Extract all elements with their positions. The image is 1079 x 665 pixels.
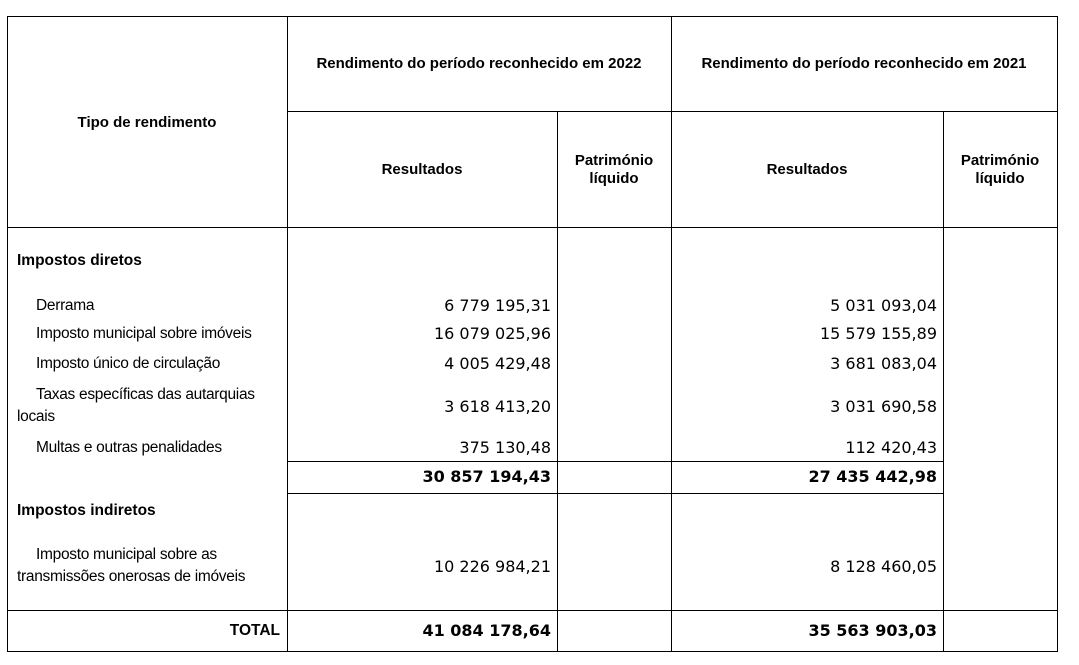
section-title-indirect-taxes: Impostos indiretos — [17, 502, 156, 519]
header-resultados-2021: Resultados — [766, 161, 848, 178]
cell-iuc-2022: 4 005 429,48 — [444, 354, 551, 373]
patrimonio-line1: Património — [960, 152, 1040, 169]
row-label-iuc: Imposto único de circulação — [36, 355, 221, 372]
cell-multas-2022: 375 130,48 — [459, 438, 551, 457]
row-label-derrama: Derrama — [36, 297, 95, 314]
header-resultados-2022: Resultados — [381, 161, 463, 178]
subtotal-direct-2021: 27 435 442,98 — [808, 467, 937, 486]
cell-derrama-2022: 6 779 195,31 — [444, 296, 551, 315]
cell-taxas-2021: 3 031 690,58 — [830, 397, 937, 416]
patrimonio-line2: líquido — [975, 170, 1025, 187]
header-period-2021: Rendimento do período reconhecido em 2021 — [701, 55, 1027, 72]
cell-imi-2021: 15 579 155,89 — [819, 324, 937, 343]
row-label-imt-line1: Imposto municipal sobre as — [36, 546, 217, 563]
cell-imi-2022: 16 079 025,96 — [433, 324, 551, 343]
header-patrimonio-2022 — [557, 152, 671, 188]
row-label-taxas-line1: Taxas específicas das autarquias — [36, 386, 255, 403]
header-period-2022: Rendimento do período reconhecido em 2022 — [316, 55, 642, 72]
total-2021: 35 563 903,03 — [808, 621, 937, 640]
cell-imt-2022: 10 226 984,21 — [433, 557, 551, 576]
total-label: TOTAL — [229, 622, 280, 639]
cell-multas-2021: 112 420,43 — [845, 438, 937, 457]
row-label-multas: Multas e outras penalidades — [36, 439, 222, 456]
cell-imt-2021: 8 128 460,05 — [830, 557, 937, 576]
section-title-direct-taxes: Impostos diretos — [17, 252, 142, 269]
subtotal-direct-2022: 30 857 194,43 — [422, 467, 551, 486]
row-label-imi: Imposto municipal sobre imóveis — [36, 325, 252, 342]
cell-taxas-2022: 3 618 413,20 — [444, 397, 551, 416]
header-type-of-income: Tipo de rendimento — [77, 114, 217, 131]
cell-derrama-2021: 5 031 093,04 — [830, 296, 937, 315]
cell-iuc-2021: 3 681 083,04 — [830, 354, 937, 373]
patrimonio-line1: Património — [574, 152, 654, 169]
total-2022: 41 084 178,64 — [422, 621, 551, 640]
patrimonio-line2: líquido — [589, 170, 639, 187]
row-label-taxas-line2: locais — [17, 408, 55, 425]
row-label-imt-line2: transmissões onerosas de imóveis — [17, 568, 246, 585]
header-patrimonio-2021 — [943, 152, 1057, 188]
